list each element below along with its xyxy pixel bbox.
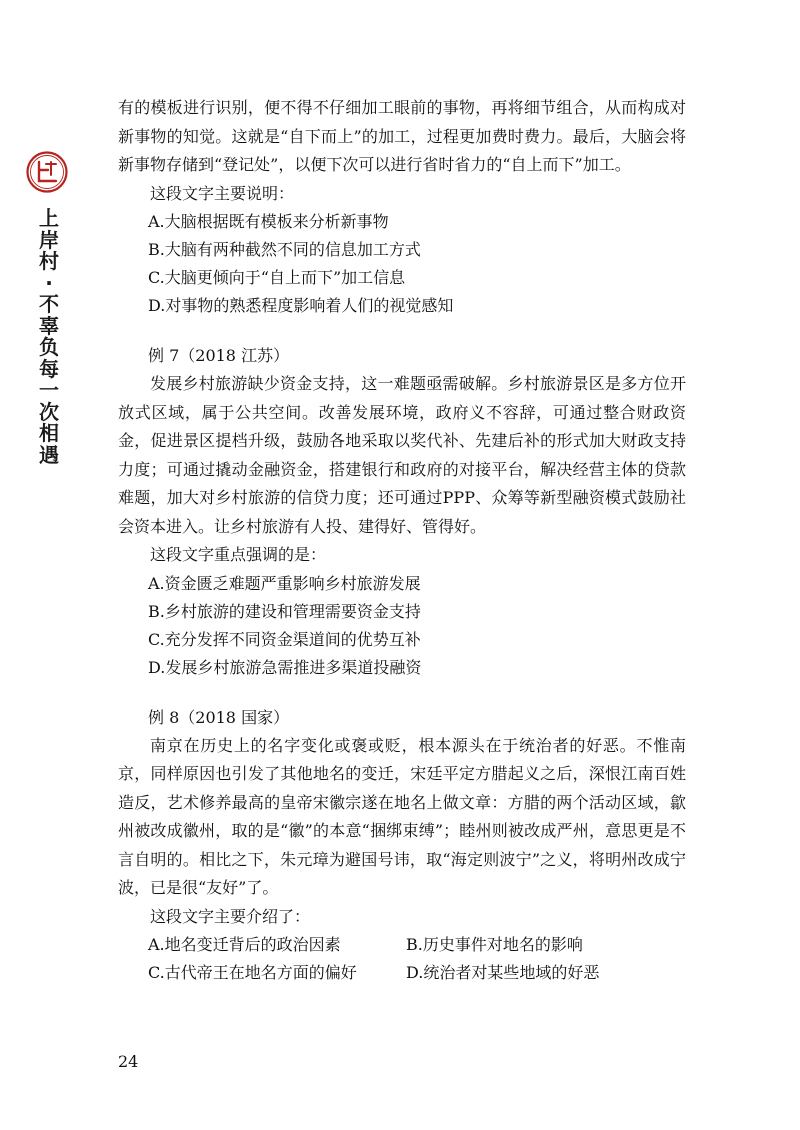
example-7-question: 这段文字重点强调的是：: [150, 545, 327, 564]
seal-logo-icon: [25, 150, 69, 194]
example-8-option-d: D.统治者对某些地域的好恶: [406, 963, 600, 982]
page-number: 24: [118, 1052, 139, 1071]
example-7-title: 例 7（2018 江苏）: [148, 346, 290, 365]
example-8-options: [118, 931, 686, 987]
intro-paragraph: 有的模板进行识别，便不得不仔细加工眼前的事物，再将细节组合，从而构成对新事物的知觉。这就是“自下而上”的加工，过程更加费时费力。最后，大脑会将新事物存储到“登记处”，以便下次可以进行省时省力的“自上而下”加工。: [118, 98, 686, 174]
example-7-option-c: C.充分发挥不同资金渠道间的优势互补: [148, 629, 421, 649]
intro-option-d: D.对事物的熟悉程度影响着人们的视觉感知: [148, 296, 454, 315]
example-8-option-b: B.历史事件对地名的影响: [406, 935, 583, 954]
example-8-title: 例 8（2018 国家）: [148, 707, 290, 727]
intro-question: 这段文字主要说明：: [150, 183, 295, 203]
intro-option-a: A.大脑根据既有模板来分析新事物: [148, 212, 389, 231]
intro-option-c: C.大脑更倾向于“自上而下”加工信息: [148, 268, 406, 287]
example-7-option-d: D.发展乡村旅游急需推进多渠道投融资: [148, 657, 422, 677]
example-8-question: 这段文字主要介绍了：: [150, 906, 311, 926]
intro-option-b: B.大脑有两种截然不同的信息加工方式: [148, 240, 421, 259]
example-7-option-a: A.资金匮乏难题严重影响乡村旅游发展: [148, 573, 421, 593]
example-8-option-c: C.古代帝王在地名方面的偏好: [148, 963, 357, 982]
sidebar-slogan: 上岸村·不辜负每一次相遇: [39, 206, 59, 467]
example-8-paragraph: 南京在历史上的名字变化或褒或贬，根本源头在于统治者的好恶。不惟南京，同样原因也引发了其他地名的变迁，宋廷平定方腊起义之后，深恨江南百姓造反，艺术修养最高的皇帝宋徽宗遂在地名上做文章：方腊的两个活动区域，歙州被改成徽州，取的是“徽”的本意“捆绑束缚”；睦州则被改成严州，意思更是不言自明的。相比之下，朱元璋为避国号讳，取“海定则波宁”之义，将明州改成宁波，已是很“友好”了。: [118, 735, 686, 897]
example-7-option-b: B.乡村旅游的建设和管理需要资金支持: [148, 601, 421, 621]
example-7-paragraph: 发展乡村旅游缺少资金支持，这一难题亟需破解。乡村旅游景区是多方位开放式区域，属于公共空间。改善发展环境，政府义不容辞，可通过整合财政资金，促进景区提档升级，鼓励各地采取以奖代补、先建后补的形式加大财政支持力度；可通过撬动金融资金，搭建银行和政府的对接平台，解决经营主体的贷款难题，加大对乡村旅游的信贷力度；还可通过PPP、众筹等新型融资模式鼓励社会资本进入。让乡村旅游有人投、建得好、管得好。: [118, 374, 686, 536]
example-8-option-a: A.地名变迁背后的政治因素: [148, 935, 341, 954]
page-content: [118, 94, 686, 987]
